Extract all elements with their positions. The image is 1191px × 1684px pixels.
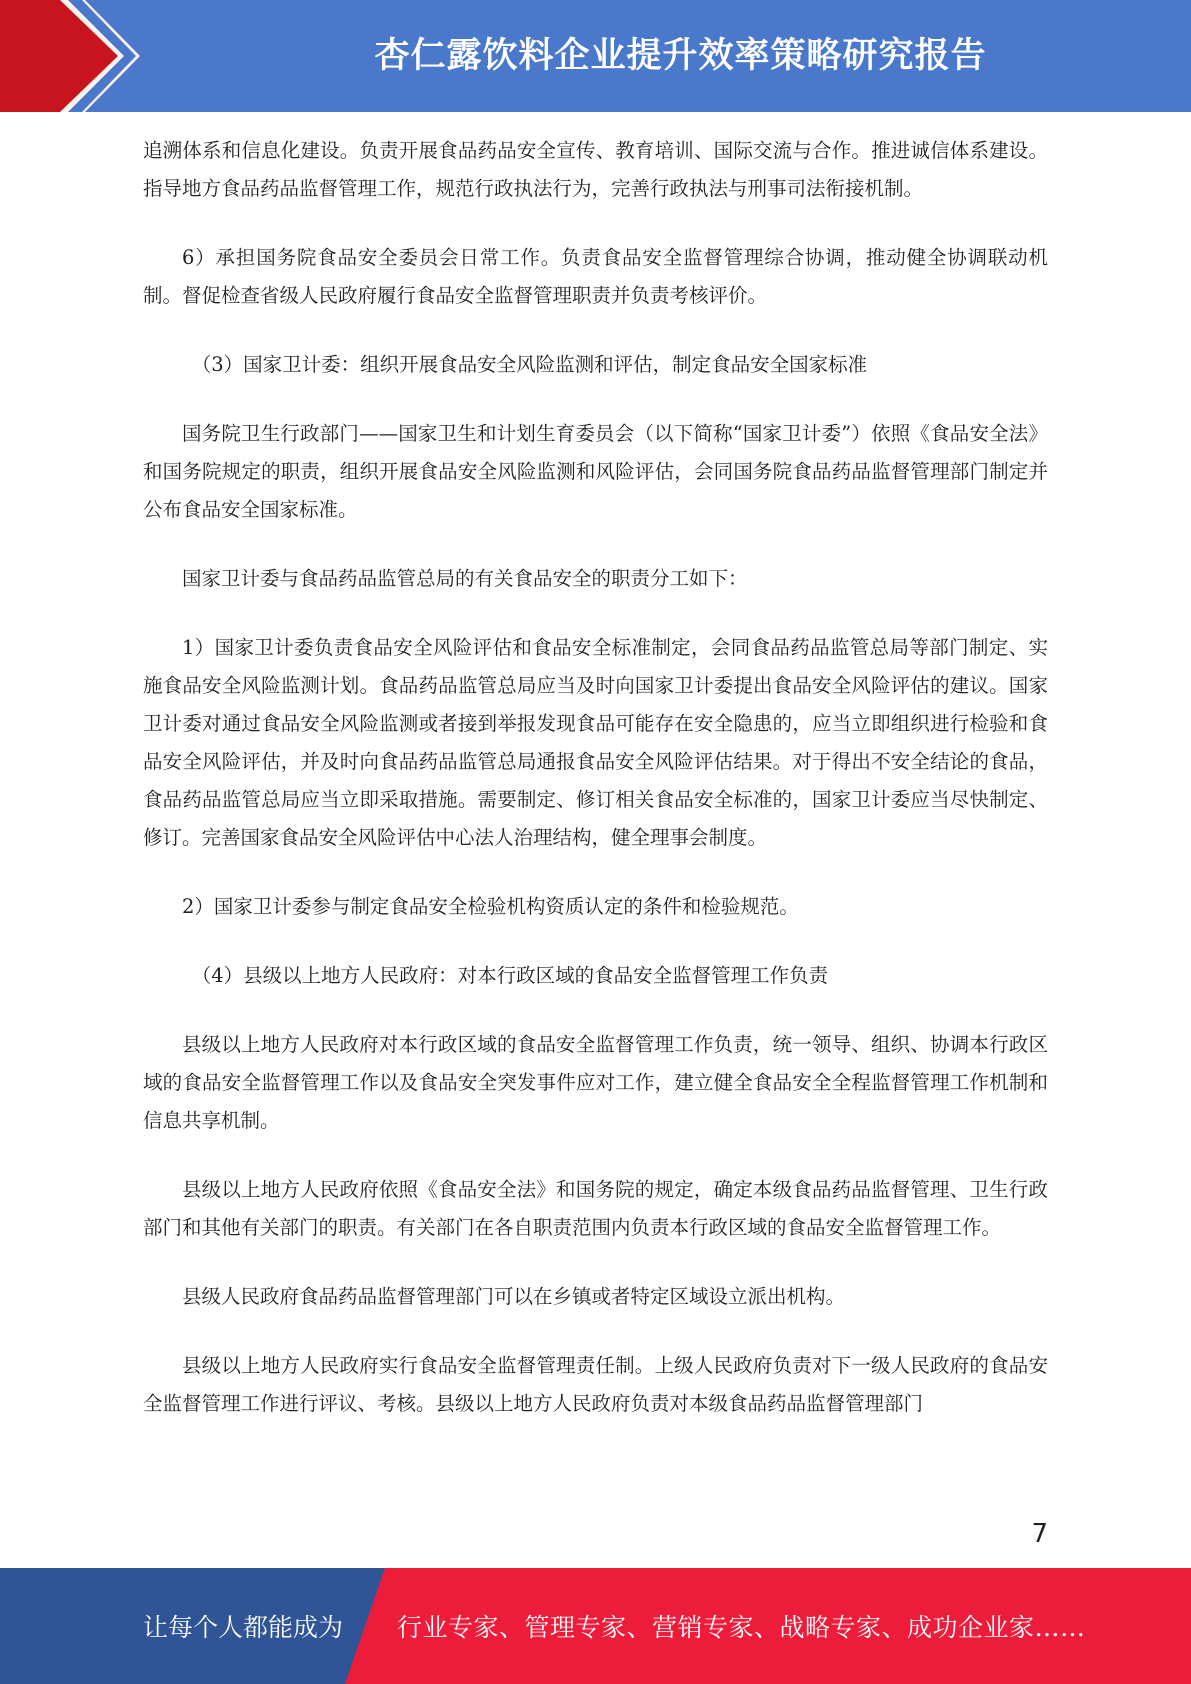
paragraph: 6）承担国务院食品安全委员会日常工作。负责食品安全监督管理综合协调，推动健全协调联动机制。督促检查省级人民政府履行食品安全监督管理职责并负责考核评价。 bbox=[143, 246, 1048, 307]
page-header bbox=[0, 0, 1191, 112]
page-footer bbox=[0, 1568, 1191, 1684]
section-heading: （3）国家卫计委：组织开展食品安全风险监测和评估，制定食品安全国家标准 bbox=[191, 353, 868, 376]
paragraph: 2）国家卫计委参与制定食品安全检验机构资质认定的条件和检验规范。 bbox=[182, 895, 799, 918]
footer-slogan-left: 让每个人都能成为 bbox=[143, 1613, 344, 1642]
header-chevron-logo bbox=[0, 0, 160, 112]
document-body bbox=[143, 132, 1048, 1423]
paragraph: 县级以上地方人民政府依照《食品安全法》和国务院的规定，确定本级食品药品监督管理、卫生行政部门和其他有关部门的职责。有关部门在各自职责范围内负责本行政区域的食品安全监督管理工作。 bbox=[143, 1178, 1048, 1239]
section-heading: （4）县级以上地方人民政府：对本行政区域的食品安全监督管理工作负责 bbox=[191, 964, 829, 987]
paragraph: 追溯体系和信息化建设。负责开展食品药品安全宣传、教育培训、国际交流与合作。推进诚信体系建设。指导地方食品药品监督管理工作，规范行政执法行为，完善行政执法与刑事司法衔接机制。 bbox=[143, 139, 1048, 200]
paragraph: 国务院卫生行政部门——国家卫生和计划生育委员会（以下简称“国家卫计委”）依照《食品安全法》和国务院规定的职责，组织开展食品安全风险监测和风险评估，会同国务院食品药品监督管理部门制定并公布食品安全国家标准。 bbox=[143, 422, 1048, 521]
paragraph: 县级以上地方人民政府对本行政区域的食品安全监督管理工作负责，统一领导、组织、协调本行政区域的食品安全监督管理工作以及食品安全突发事件应对工作，建立健全食品安全全程监督管理工作机制和信息共享机制。 bbox=[143, 1033, 1048, 1132]
paragraph: 县级以上地方人民政府实行食品安全监督管理责任制。上级人民政府负责对下一级人民政府的食品安全监督管理工作进行评议、考核。县级以上地方人民政府负责对本级食品药品监督管理部门 bbox=[143, 1354, 1048, 1415]
paragraph: 国家卫计委与食品药品监管总局的有关食品安全的职责分工如下： bbox=[182, 567, 748, 590]
report-title: 杏仁露饮料企业提升效率策略研究报告 bbox=[374, 36, 987, 76]
page-number: 7 bbox=[1031, 1519, 1048, 1549]
paragraph: 1）国家卫计委负责食品安全风险评估和食品安全标准制定，会同食品药品监管总局等部门制定、实施食品安全风险监测计划。食品药品监管总局应当及时向国家卫计委提出食品安全风险评估的建议。国家卫计委对通过食品安全风险监测或者接到举报发现食品可能存在安全隐患的，应当立即组织进行检验和食品安全风险评估，并及时向食品药品监管总局通报食品安全风险评估结果。对于得出不安全结论的食品，食品药品监管总局应当立即采取措施。需要制定、修订相关食品安全标准的，国家卫计委应当尽快制定、修订。完善国家食品安全风险评估中心法人治理结构，健全理事会制度。 bbox=[143, 636, 1048, 849]
paragraph: 县级人民政府食品药品监督管理部门可以在乡镇或者特定区域设立派出机构。 bbox=[182, 1285, 846, 1308]
footer-slogan-right: 行业专家、管理专家、营销专家、战略专家、成功企业家…… bbox=[397, 1613, 1086, 1642]
